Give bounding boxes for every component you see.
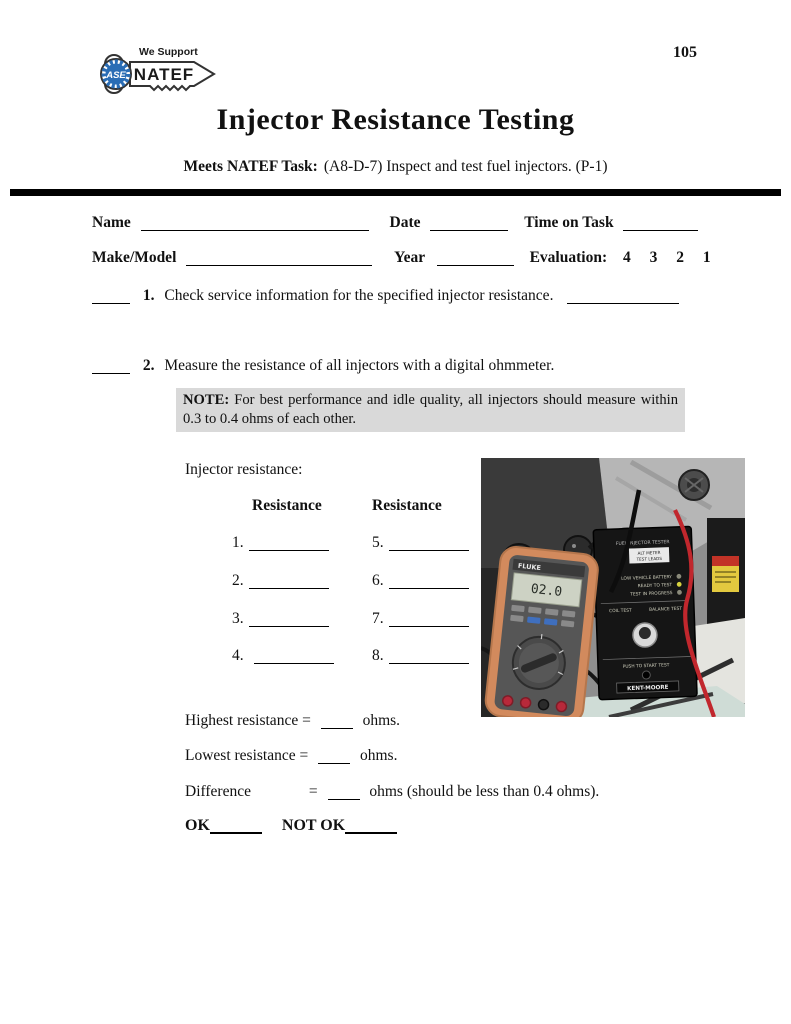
lowest-resistance-line	[185, 747, 397, 765]
difference-suffix: ohms (should be less than 0.4 ohms).	[369, 783, 600, 800]
row-6-num: 6.	[372, 572, 384, 589]
resistance-field-5[interactable]	[389, 536, 469, 552]
tester-light-3-text: TEST IN PROGRESS	[630, 591, 673, 598]
eval-1[interactable]: 1	[702, 249, 711, 266]
injector-row-1	[232, 534, 329, 552]
date-field[interactable]	[430, 216, 508, 232]
step-2-number: 2.	[142, 357, 155, 374]
row-7-num: 7.	[372, 610, 384, 627]
lowest-suffix: ohms.	[359, 747, 398, 764]
ok-line	[185, 817, 397, 835]
natef-logo	[92, 42, 224, 98]
resistance-field-3[interactable]	[249, 612, 329, 628]
resistance-field-6[interactable]	[389, 574, 469, 590]
name-label: Name	[92, 214, 131, 231]
year-field[interactable]	[437, 251, 514, 267]
make-model-field[interactable]	[186, 251, 372, 267]
coil-test-text: COIL TEST	[609, 608, 632, 615]
injector-row-8	[372, 647, 469, 665]
step-2	[92, 357, 554, 375]
difference-equals: =	[308, 783, 318, 800]
table-caption: Injector resistance:	[185, 461, 303, 478]
injector-tester	[593, 526, 697, 699]
meter-reading: 02.0	[530, 581, 563, 600]
step-1-answer-field[interactable]	[567, 289, 679, 305]
page-title: Injector Resistance Testing	[216, 103, 575, 136]
start-button[interactable]	[642, 671, 650, 679]
step-1-number: 1.	[142, 287, 155, 304]
resistance-field-1[interactable]	[249, 536, 329, 552]
multimeter	[484, 545, 599, 717]
resistance-field-4[interactable]	[254, 649, 334, 665]
note-label: NOTE:	[183, 392, 230, 408]
note-text: For best performance and idle quality, all injectors should measure within 0.3 to 0.4 ohms of each other.	[183, 392, 678, 427]
step-1	[92, 287, 679, 305]
task-text: (A8-D-7) Inspect and test fuel injectors. (P-1)	[323, 158, 608, 175]
lowest-label: Lowest resistance =	[185, 747, 309, 764]
resistance-header-left: Resistance	[252, 497, 322, 514]
year-label: Year	[394, 249, 425, 266]
injector-row-3	[232, 610, 329, 628]
row-3-num: 3.	[232, 610, 244, 627]
balance-test-text: BALANCE TEST	[648, 606, 683, 613]
row-8-num: 8.	[372, 647, 384, 664]
ok-label: OK	[185, 817, 210, 834]
highest-field[interactable]	[321, 714, 353, 730]
injector-row-2	[232, 572, 329, 590]
injector-row-7	[372, 610, 469, 628]
evaluation-label: Evaluation:	[529, 249, 608, 266]
injector-row-4	[232, 647, 334, 665]
ase-text: ASE	[106, 70, 126, 81]
injector-row-5	[372, 534, 469, 552]
push-start-text: PUSH TO START TEST	[622, 663, 670, 670]
difference-line	[185, 783, 599, 801]
step-1-check-field[interactable]	[92, 289, 130, 305]
eval-4[interactable]: 4	[622, 249, 631, 266]
eval-2[interactable]: 2	[676, 249, 684, 266]
tester-model-text: FUEL INJECTOR TESTER	[615, 540, 670, 548]
highest-resistance-line	[185, 712, 400, 730]
not-ok-field[interactable]	[345, 818, 397, 834]
step-2-text: Measure the resistance of all injectors with a digital ohmmeter.	[164, 357, 555, 374]
step-2-check-field[interactable]	[92, 359, 130, 375]
eval-3[interactable]: 3	[649, 249, 658, 266]
resistance-header-right: Resistance	[372, 497, 442, 514]
time-on-task-field[interactable]	[623, 216, 698, 232]
divider-rule	[10, 189, 781, 196]
page-number: 105	[673, 44, 697, 61]
kent-moore-text: KENT-MOORE	[627, 684, 669, 693]
difference-label: Difference	[185, 783, 251, 800]
ok-field[interactable]	[210, 818, 262, 834]
task-label: Meets NATEF Task:	[183, 158, 318, 175]
row-2-num: 2.	[232, 572, 244, 589]
not-ok-label: NOT OK	[281, 817, 346, 834]
note-box	[176, 388, 685, 432]
row-4-num: 4.	[232, 647, 244, 664]
fluke-brand-text: FLUKE	[517, 561, 542, 573]
form-row-1	[92, 214, 752, 232]
make-model-label: Make/Model	[92, 249, 177, 266]
row-1-num: 1.	[232, 534, 244, 551]
tester-light-1-text: LOW VEHICLE BATTERY	[621, 575, 673, 582]
highest-suffix: ohms.	[362, 712, 401, 729]
natef-text: NATEF	[133, 65, 195, 84]
injector-row-6	[372, 572, 469, 590]
row-5-num: 5.	[372, 534, 384, 551]
resistance-field-8[interactable]	[389, 649, 469, 665]
leads-text-2: TEST LEADS	[636, 555, 663, 562]
tester-light-2-text: READY TO TEST	[637, 583, 673, 590]
injector-testing-photo	[481, 458, 745, 717]
leads-text-1: ALT METER	[637, 549, 661, 556]
difference-field[interactable]	[328, 785, 360, 801]
time-on-task-label: Time on Task	[524, 214, 614, 231]
highest-label: Highest resistance =	[185, 712, 311, 729]
name-field[interactable]	[141, 216, 369, 232]
natef-task-line	[0, 158, 791, 176]
form-row-2	[92, 249, 752, 267]
logo-support-text: We Support	[139, 46, 198, 58]
step-1-text: Check service information for the specified injector resistance.	[164, 287, 554, 304]
date-label: Date	[389, 214, 421, 231]
resistance-field-7[interactable]	[389, 612, 469, 628]
lowest-field[interactable]	[318, 749, 350, 765]
resistance-field-2[interactable]	[249, 574, 329, 590]
